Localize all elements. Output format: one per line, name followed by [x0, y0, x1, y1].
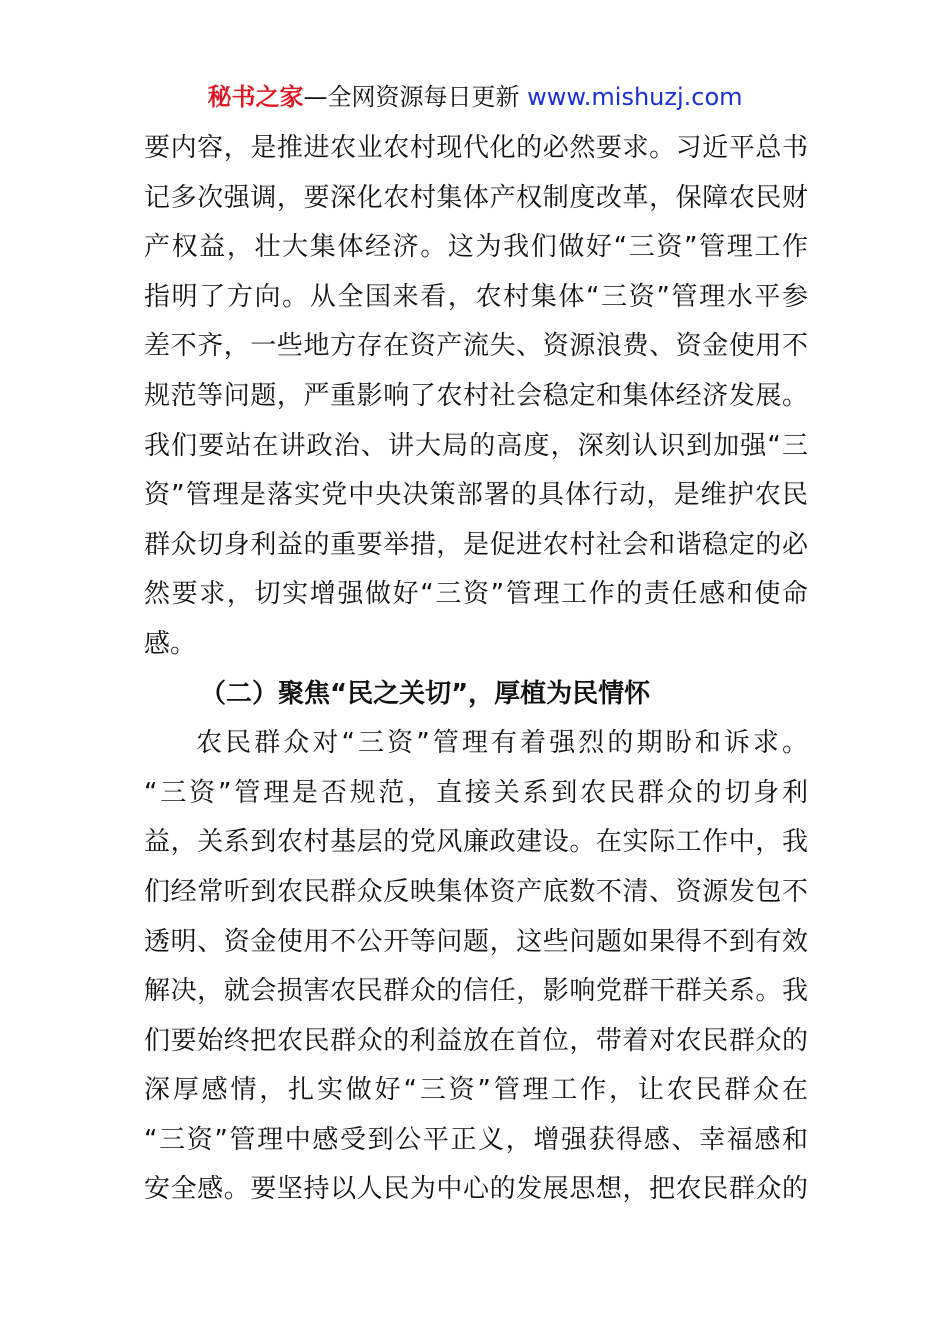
text-line: 透明、资金使用不公开等问题，这些问题如果得不到有效	[144, 926, 808, 957]
site-brand: 秘书之家	[207, 83, 304, 111]
site-url[interactable]: www.mishuzj.com	[527, 83, 743, 111]
text-line: 指明了方向。从全国来看，农村集体“三资”管理水平参	[144, 281, 808, 312]
text-line: 们经常听到农民群众反映集体资产底数不清、资源发包不	[144, 876, 808, 907]
site-tagline: —全网资源每日更新	[303, 83, 520, 111]
text-line: 产权益，壮大集体经济。这为我们做好“三资”管理工作	[144, 232, 808, 263]
text-line: 要内容，是推进农业农村现代化的必然要求。习近平总书	[144, 133, 808, 163]
text-line: 农民群众对“三资”管理有着强烈的期盼和诉求。	[196, 728, 808, 759]
text-line: 深厚感情，扎实做好“三资”管理工作，让农民群众在	[144, 1075, 808, 1106]
text-line: 规范等问题，严重影响了农村社会稳定和集体经济发展。	[144, 380, 808, 411]
text-line: 资”管理是落实党中央决策部署的具体行动，是维护农民	[144, 480, 808, 511]
text-line: 感。	[144, 628, 197, 659]
text-line: “三资”管理是否规范，直接关系到农民群众的切身利	[144, 777, 808, 808]
paragraph-2	[144, 719, 808, 1215]
text-line: 群众切身利益的重要举措，是促进农村社会和谐稳定的必	[144, 529, 808, 560]
text-line: 益，关系到农村基层的党风廉政建设。在实际工作中，我	[144, 827, 808, 858]
text-line: 差不齐，一些地方存在资产流失、资源浪费、资金使用不	[144, 331, 808, 362]
document-body	[144, 124, 808, 1215]
page-header	[0, 80, 950, 114]
text-line: 我们要站在讲政治、讲大局的高度，深刻认识到加强“三	[144, 430, 808, 461]
text-line: 解决，就会损害农民群众的信任，影响党群干群关系。我	[144, 976, 808, 1007]
section-heading: （二）聚焦“民之关切”，厚植为民情怀	[200, 678, 651, 709]
text-line: 记多次强调，要深化农村集体产权制度改革，保障农民财	[144, 182, 808, 213]
text-line: 们要始终把农民群众的利益放在首位，带着对农民群众的	[144, 1025, 808, 1056]
paragraph-1	[144, 124, 808, 670]
text-line: 安全感。要坚持以人民为中心的发展思想，把农民群众的	[144, 1174, 808, 1205]
text-line: “三资”管理中感受到公平正义，增强获得感、幸福感和	[144, 1124, 808, 1155]
text-line: 然要求，切实增强做好“三资”管理工作的责任感和使命	[144, 579, 808, 610]
